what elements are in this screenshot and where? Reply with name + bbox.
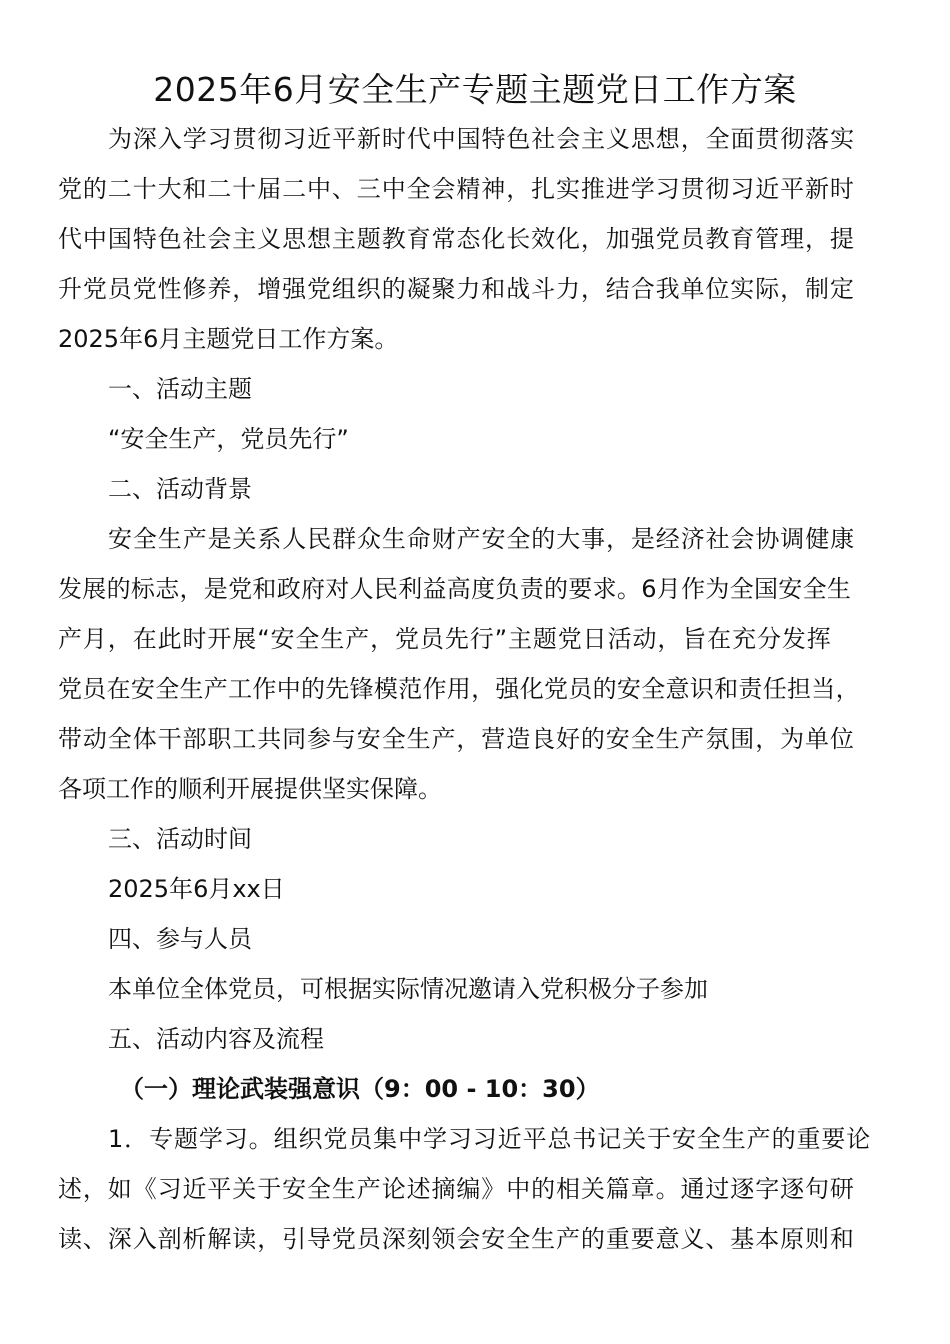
participants-text: 本单位全体党员，可根据实际情况邀请入党积极分子参加: [108, 975, 708, 1003]
intro-paragraph-line-3: 代中国特色社会主义思想主题教育常态化长效化，加强党员教育管理，提: [58, 225, 855, 253]
study-paragraph-line-2: 述，如《习近平关于安全生产论述摘编》中的相关篇章。通过逐字逐句研: [58, 1175, 855, 1203]
background-paragraph-line-3: 产月，在此时开展“安全生产，党员先行”主题党日活动，旨在充分发挥: [58, 625, 832, 653]
subsection-heading-theory: （一）理论武装强意识（9：00 - 10：30）: [120, 1075, 600, 1103]
background-paragraph-line-4: 党员在安全生产工作中的先锋模范作用，强化党员的安全意识和责任担当，: [58, 675, 860, 703]
activity-theme-text: “安全生产，党员先行”: [108, 425, 349, 453]
section-heading-participants: 四、参与人员: [108, 925, 252, 953]
activity-time-text: 2025年6月xx日: [108, 875, 285, 903]
intro-paragraph-line-2: 党的二十大和二十届二中、三中全会精神，扎实推进学习贯彻习近平新时: [58, 175, 855, 203]
section-heading-background: 二、活动背景: [108, 475, 252, 503]
study-paragraph-line-1: 1．专题学习。组织党员集中学习习近平总书记关于安全生产的重要论: [108, 1125, 872, 1153]
study-paragraph-line-3: 读、深入剖析解读，引导党员深刻领会安全生产的重要意义、基本原则和: [58, 1225, 855, 1253]
section-heading-time: 三、活动时间: [108, 825, 252, 853]
background-paragraph-line-6: 各项工作的顺利开展提供坚实保障。: [58, 775, 442, 803]
section-heading-theme: 一、活动主题: [108, 375, 252, 403]
section-heading-content: 五、活动内容及流程: [108, 1025, 324, 1053]
background-paragraph-line-1: 安全生产是关系人民群众生命财产安全的大事，是经济社会协调健康: [108, 525, 855, 553]
intro-paragraph-line-5: 2025年6月主题党日工作方案。: [58, 325, 399, 353]
document-body: [58, 114, 894, 1264]
background-paragraph-line-5: 带动全体干部职工共同参与安全生产，营造良好的安全生产氛围，为单位: [58, 725, 855, 753]
intro-paragraph-line-4: 升党员党性修养，增强党组织的凝聚力和战斗力，结合我单位实际，制定: [58, 275, 855, 303]
intro-paragraph-line-1: 为深入学习贯彻习近平新时代中国特色社会主义思想，全面贯彻落实: [108, 125, 855, 153]
background-paragraph-line-2: 发展的标志，是党和政府对人民利益高度负责的要求。6月作为全国安全生: [58, 575, 852, 603]
document-title: 2025年6月安全生产专题主题党日工作方案: [153, 70, 797, 109]
